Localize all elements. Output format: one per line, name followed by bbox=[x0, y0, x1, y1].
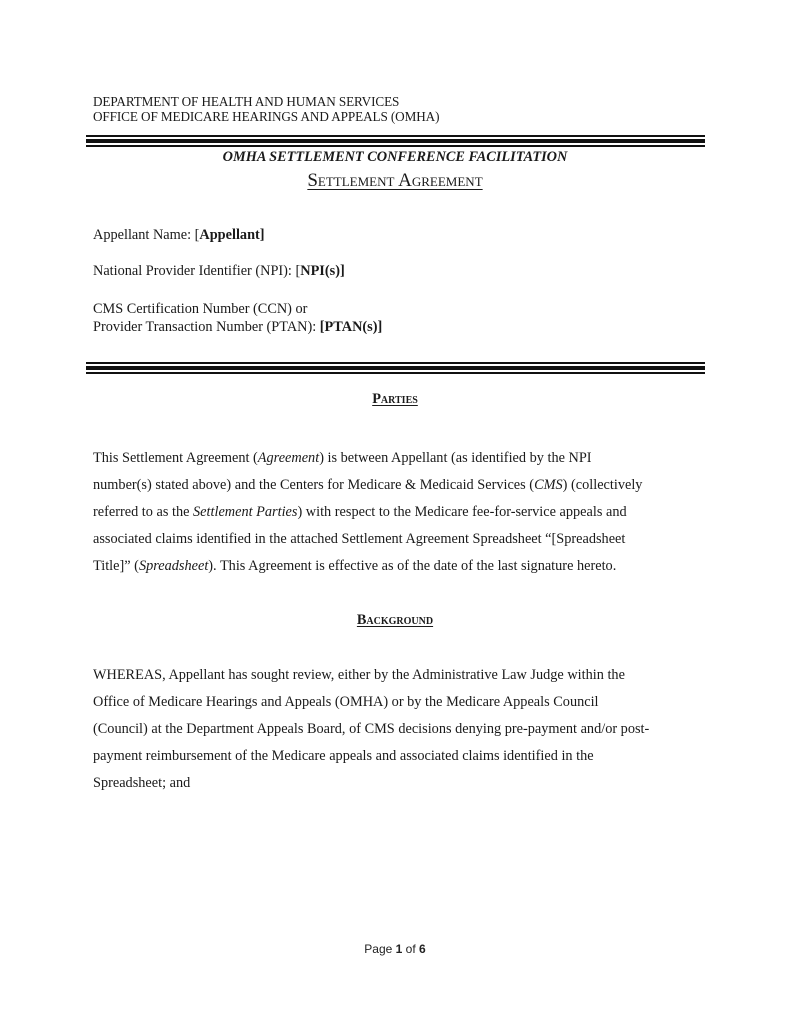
text-line: payment reimbursement of the Medicare appeals and associated claims identified in the bbox=[93, 748, 594, 764]
text-line: WHEREAS, Appellant has sought review, either by the Administrative Law Judge within the bbox=[93, 667, 625, 683]
text-line: Office of Medicare Hearings and Appeals (OMHA) or by the Medicare Appeals Council bbox=[93, 694, 599, 710]
triple-rule-divider-middle bbox=[86, 362, 705, 374]
field-bracket: [ bbox=[194, 227, 200, 243]
field-label-ptan: Provider Transaction Number (PTAN): bbox=[93, 319, 320, 335]
agency-line-department: DEPARTMENT OF HEALTH AND HUMAN SERVICES bbox=[93, 94, 400, 109]
agency-header bbox=[93, 94, 439, 124]
text-line: (Council) at the Department Appeals Board, of CMS decisions denying pre-payment and/or post- bbox=[93, 721, 650, 737]
text-line: This Settlement Agreement (Agreement) is between Appellant (as identified by the NPI bbox=[93, 450, 592, 466]
current-page-number: 1 bbox=[395, 942, 403, 956]
document-title-text: Settlement Agreement bbox=[307, 170, 483, 191]
field-placeholder-npi: NPI(s)] bbox=[300, 263, 345, 279]
document-title bbox=[0, 169, 790, 193]
text-line: referred to as the Settlement Parties) with respect to the Medicare fee-for-service appeals and bbox=[93, 504, 627, 520]
field-placeholder-appellant: Appellant] bbox=[199, 227, 265, 243]
field-placeholder-ptan: [PTAN(s)] bbox=[319, 319, 383, 335]
paragraph-background bbox=[93, 662, 713, 797]
text-line: number(s) stated above) and the Centers for Medicare & Medicaid Services (CMS) (collectively bbox=[93, 477, 643, 493]
field-label: National Provider Identifier (NPI): bbox=[93, 263, 296, 279]
field-label: Appellant Name: bbox=[93, 227, 195, 243]
text-line: associated claims identified in the attached Settlement Agreement Spreadsheet “[Spreadsheet bbox=[93, 531, 626, 547]
paragraph-parties bbox=[93, 445, 713, 580]
section-heading-background bbox=[0, 612, 790, 629]
agency-line-office: OFFICE OF MEDICARE HEARINGS AND APPEALS (OMHA) bbox=[93, 109, 440, 124]
total-page-count: 6 bbox=[419, 942, 426, 956]
text-line: Spreadsheet; and bbox=[93, 775, 191, 791]
field-npi bbox=[93, 262, 345, 280]
field-appellant-name bbox=[93, 226, 265, 244]
section-heading-text: Background bbox=[356, 612, 434, 628]
section-heading-text: Parties bbox=[372, 391, 418, 407]
section-heading-parties bbox=[0, 391, 790, 408]
field-bracket: [ bbox=[295, 263, 301, 279]
field-label-ccn: CMS Certification Number (CCN) or bbox=[93, 301, 308, 317]
page-number-footer: Page 1 of 6 bbox=[364, 942, 426, 956]
text-line: Title]” (Spreadsheet). This Agreement is effective as of the date of the last signature hereto. bbox=[93, 558, 617, 574]
document-subtitle: OMHA SETTLEMENT CONFERENCE FACILITATION bbox=[222, 149, 568, 165]
triple-rule-divider-top bbox=[86, 135, 705, 147]
field-ccn-ptan bbox=[93, 300, 382, 336]
